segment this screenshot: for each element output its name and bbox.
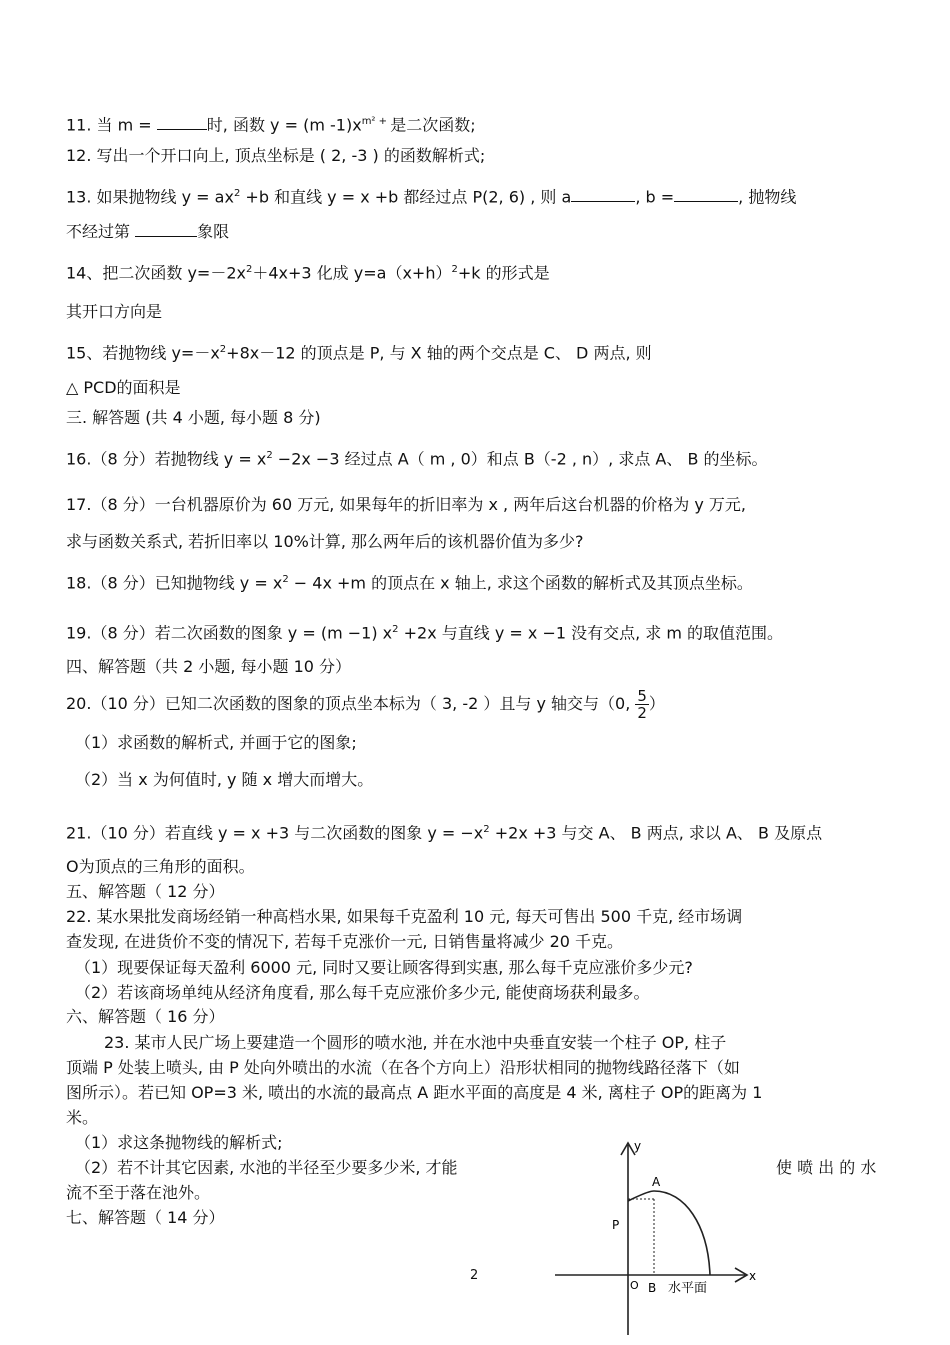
q23-part2-line2: 流不至于落在池外。 bbox=[66, 1183, 211, 1202]
point-b-label: B bbox=[648, 1281, 657, 1295]
q20: 20.（10 分）已知二次函数的图象的顶点坐本标为（ 3, -2 ）且与 y 轴交与（0, $\frac{5}{2}$ ） bbox=[66, 687, 665, 722]
q23-line2: 顶端 P 处装上喷头, 由 P 处向外喷出的水流（在各个方向上）沿形状相同的抛物线路径落下（如 bbox=[66, 1058, 740, 1077]
q12: 12. 写出一个开口向上, 顶点坐标是 ( 2, -3 ) 的函数解析式; bbox=[66, 146, 486, 165]
q23-part2: （2）若不计其它因素, 水池的半径至少要多少米, 才能 bbox=[75, 1158, 458, 1177]
q18: 18.（8 分）已知抛物线 $y = x^2 - 4x +m$ 的顶点在 x 轴上, 求这个函数的解析式及其顶点坐标。 bbox=[66, 573, 753, 593]
q14: 14、把二次函数 $y=-2x^2+4x+3$ 化成 $y=a(x+h)^2+k$ 的形式是 bbox=[66, 263, 550, 283]
q14b: 其开口方向是 bbox=[66, 302, 163, 321]
blank bbox=[674, 185, 738, 202]
q23-line1: 23. 某市人民广场上要建造一个圆形的喷水池, 并在水池中央垂直安装一个柱子 OP, 柱子 bbox=[104, 1033, 727, 1052]
blank bbox=[135, 220, 197, 237]
x-axis-label: x bbox=[749, 1269, 757, 1283]
q15: 15、若抛物线 $y=-x^2+8x-12$ 的顶点是 P, 与 X 轴的两个交点是 C、 D 两点, 则 bbox=[66, 343, 652, 363]
origin-label: O bbox=[630, 1279, 639, 1292]
q22-part2: （2）若该商场单纯从经济角度看, 那么每千克应涨价多少元, 能使商场获利最多。 bbox=[75, 983, 650, 1002]
q15b: △ PCD的面积是 bbox=[66, 378, 181, 397]
section-7-heading: 七、解答题（ 14 分） bbox=[66, 1208, 225, 1227]
blank bbox=[571, 185, 635, 202]
q20-part2: （2）当 x 为何值时, y 随 x 增大而增大。 bbox=[75, 770, 374, 789]
fountain-diagram bbox=[550, 1135, 770, 1340]
q20-part1: （1）求函数的解析式, 并画于它的图象; bbox=[75, 733, 357, 752]
q11: 11. 当 m = 时, 函数 y = (m $-1)x^{m^2 +}$ 是二次函数; bbox=[66, 115, 476, 135]
q19: 19.（8 分）若二次函数的图象 y = (m −1) $x^2 +2x$ 与直线 y = x −1 没有交点, 求 m 的取值范围。 bbox=[66, 623, 784, 643]
q22-line2: 查发现, 在进货价不变的情况下, 若每千克涨价一元, 日销售量将减少 20 千克。 bbox=[66, 932, 624, 951]
y-axis-label: y bbox=[634, 1139, 642, 1153]
parabola bbox=[628, 1191, 710, 1275]
section-6-heading: 六、解答题（ 16 分） bbox=[66, 1007, 225, 1026]
q23-part2-tail: 使 喷 出 的 水 bbox=[776, 1158, 877, 1177]
q13: 13. 如果抛物线 $y = ax^2 +b$ 和直线 y = x +b 都经过点 P(2, 6) , 则 a , b = , 抛物线 bbox=[66, 187, 797, 207]
q22-line1: 22. 某水果批发商场经销一种高档水果, 如果每千克盈利 10 元, 每天可售出 500 千克, 经市场调 bbox=[66, 907, 743, 926]
q23-line4: 米。 bbox=[66, 1108, 99, 1127]
q23-line3: 图所示）。若已知 OP=3 米, 喷出的水流的最高点 A 距水平面的高度是 4 米, 离柱子 OP的距离为 1 bbox=[66, 1083, 763, 1102]
point-p-label: P bbox=[612, 1218, 620, 1232]
section-3-heading: 三. 解答题 (共 4 小题, 每小题 8 分) bbox=[66, 408, 321, 427]
blank bbox=[157, 113, 207, 130]
water-surface-label: 水平面 bbox=[668, 1281, 708, 1296]
q13b: 不经过第 象限 bbox=[66, 222, 230, 241]
section-5-heading: 五、解答题（ 12 分） bbox=[66, 882, 225, 901]
q21: 21.（10 分）若直线 y = x +3 与二次函数的图象 $y = -x^2 +2x +3$ 与交 A、 B 两点, 求以 A、 B 及原点 bbox=[66, 823, 823, 843]
q23-part1: （1）求这条抛物线的解析式; bbox=[75, 1133, 283, 1152]
page-number: 2 bbox=[470, 1268, 479, 1283]
q21-line2: O为顶点的三角形的面积。 bbox=[66, 857, 255, 876]
q17-line2: 求与函数关系式, 若折旧率以 10%计算, 那么两年后的该机器价值为多少? bbox=[66, 532, 584, 551]
q22-part1: （1）现要保证每天盈利 6000 元, 同时又要让顾客得到实惠, 那么每千克应涨价多少元? bbox=[75, 958, 693, 977]
q16: 16.（8 分）若抛物线 $y = x^2 -2x -3$ 经过点 A（ m , 0）和点 B（-2 , n）, 求点 A、 B 的坐标。 bbox=[66, 449, 768, 469]
fraction: $\frac{5}{2}$ bbox=[637, 687, 647, 722]
point-a-label: A bbox=[652, 1175, 661, 1189]
section-4-heading: 四、解答题（共 2 小题, 每小题 10 分） bbox=[66, 657, 352, 676]
q17-line1: 17.（8 分）一台机器原价为 60 万元, 如果每年的折旧率为 x , 两年后这台机器的价格为 y 万元, bbox=[66, 495, 746, 514]
